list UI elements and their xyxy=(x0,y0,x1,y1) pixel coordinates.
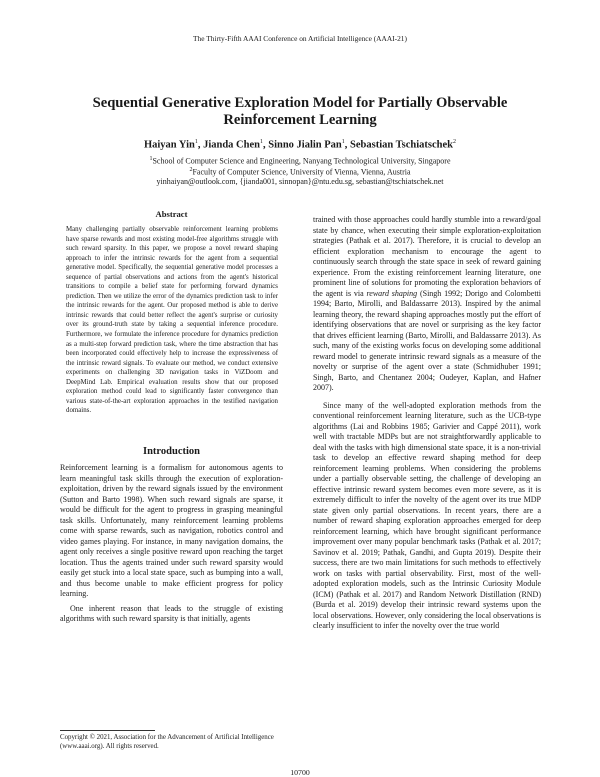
affiliation-text: Faculty of Computer Science, University of Vienna, Vienna, Austria xyxy=(192,167,411,177)
intro-paragraph-2: One inherent reason that leads to the struggle of existing algorithms with such reward sparsity is that initially, agents xyxy=(60,603,283,623)
introduction-body xyxy=(60,463,283,625)
author-affil-marker: 1 xyxy=(194,139,198,145)
conference-header: The Thirty-Fifth AAAI Conference on Artificial Intelligence (AAAI-21) xyxy=(193,34,407,43)
author-name: Jianda Chen xyxy=(203,139,260,151)
right-column xyxy=(313,215,541,632)
author-name: Sebastian Tschiatschek xyxy=(350,139,454,151)
author-affil-marker: 1 xyxy=(341,139,345,145)
paragraph-text: trained with those approaches could hardly stumble into a reward/goal state by chance, when executing their simple exploration-exploitation strategies (Pathak et al. 2017). Therefore, it is crucial to develop an efficient exploration mechanism to encourage the agent to continuously search through the state space in seek of reward gaining experience. From the existing reinforcement learning literature, one prominent line of solutions for promoting the exploration behaviors of the agent is via xyxy=(313,215,541,298)
title-line-1: Sequential Generative Exploration Model for Partially Observable xyxy=(92,95,508,111)
right-paragraph-2: Since many of the well-adopted exploration methods from the conventional reinforcement learning literature, such as the UCB-type algorithms (Lai and Robbins 1985; Garivier and Cappé 2011), work well with tractable MDPs but are not straightforwardly applicable to deal with the tasks with high dimensional state space, it is a non-trivial task to develop an effective reward shaping method for deep reinforcement learning problems. When considering the problems under a partially observable setting, the challenge of developing an effective intrinsic reward system becomes even more severe, as it is extremely difficult to infer the novelty of the agent over its true MDP state given only partial observations. In recent years, there are a number of reward shaping exploration approaches emerged for deep reinforcement learning, which have brought significant performance improvement over many popular benchmark tasks (Pathak et al. 2017; Savinov et al. 2019; Pathak, Gandhi, and Gupta 2019). Despite their success, there are two main limitations for such methods to effectively work on tasks with partial observability. First, most of the well-adopted exploration models, such as the Intrinsic Curiosity Module (ICM) (Pathak et al. 2017) and Random Network Distillation (RND) (Burda et al. 2019) develop their intrinsic reward systems upon the local observations. However, only considering the local observations is clearly insufficient to infer the novelty over the true world xyxy=(313,400,541,630)
author-name: Sinno Jialin Pan xyxy=(268,139,342,151)
emphasized-term: reward shaping xyxy=(366,288,418,298)
copyright-footnote: Copyright © 2021, Association for the Advancement of Artificial Intelligence (www.aaai.org). All rights reserved. xyxy=(60,734,274,750)
intro-paragraph-1: Reinforcement learning is a formalism for autonomous agents to learn meaningful task skills through the execution of exploration-exploitation, driven by the reward signals issued by the environment (Sutton and Barto 1998). When such reward signals are sparse, it would be difficult for the agent to progress in grasping meaningful task skills. Unfortunately, many reinforcement learning problems come with sparse rewards, such as navigation, robotics control and video games playing. For instance, in many navigation domains, the agent only receives a single positive reward upon reaching the target location. Thus the agents trained under such reward sparsity would easily get stuck into a local state space, such as bumping into a wall, and thus become unable to make efficient progress for policy learning. xyxy=(60,463,283,598)
author-list: Haiyan Yin$^1$, Jianda Chen$^1$, Sinno Jialin Pan$^1$, Sebastian Tschiatschek$^2$ xyxy=(143,139,457,151)
paragraph-text: (Singh 1992; Dorigo and Colombetti 1994; Barto, Mirolli, and Baldassarre 2013). Inspired by the animal learning theory, the reward shaping approaches mostly put the effort of identifying observations that are novel or surprising as the key factor that drives efficient learning (Barto, Mirolli, and Baldassarre 2013). As such, many of the existing works focus on developing some additional reward model to generate intrinsic reward signals as a measure of the novelty or surprise of the agent over a state (Schmidhuber 1991; Singh, Barto, and Chentanez 2004; Oudeyer, Kaplan, and Hafner 2007). xyxy=(313,288,541,392)
right-paragraph-1 xyxy=(313,215,541,394)
affiliation-marker: 1 xyxy=(149,156,153,162)
affiliation-marker: 2 xyxy=(189,167,193,173)
affiliation-text: School of Computer Science and Engineering, Nanyang Technological University, Singapore xyxy=(152,156,451,166)
author-name: Haiyan Yin xyxy=(143,139,195,151)
abstract-section xyxy=(60,209,283,416)
introduction-heading: Introduction xyxy=(143,446,200,457)
footnote-rule xyxy=(60,730,155,731)
abstract-text: Many challenging partially observable reinforcement learning problems have sparse rewards and most existing model-free algorithms struggle with such reward sparsity. In this paper, we propose a novel reward shaping approach to infer the intrinsic rewards for the agent from a sequential generative model. Specifically, the sequential generative model processes a sequence of partial observations and actions from the agent's historical transitions to compile a belief state for performing forward dynamics prediction. Then we utilize the error of the dynamics prediction task to infer the intrinsic rewards for the agent. Our proposed method is able to derive intrinsic rewards that could better reflect the agent's surprise or curiosity over its ground-truth state by taking a sequential inference procedure. Furthermore, we formulate the inference procedure for dynamics prediction as a multi-step forward prediction task, where the time abstraction that has been incorporated could effectively help to increase the expressiveness of the intrinsic reward signals. To evaluate our method, we conduct extensive experiments on challenging 3D navigation tasks in ViZDoom and DeepMind Lab. Empirical evaluation results show that our proposed exploration method could lead to significantly faster convergence than various state-of-the-art exploration approaches in the testified navigation domains. xyxy=(66,226,278,415)
author-emails: yinhaiyan@outlook.com, {jianda001, sinnopan}@ntu.edu.sg, sebastian@tschiatschek.net xyxy=(156,177,444,186)
abstract-heading: Abstract xyxy=(155,209,188,219)
paper-title xyxy=(40,95,560,129)
author-affil-marker: 2 xyxy=(453,139,457,145)
page-number: 10700 xyxy=(290,768,310,777)
title-line-2: Reinforcement Learning xyxy=(223,112,377,128)
author-affil-marker: 1 xyxy=(259,139,263,145)
